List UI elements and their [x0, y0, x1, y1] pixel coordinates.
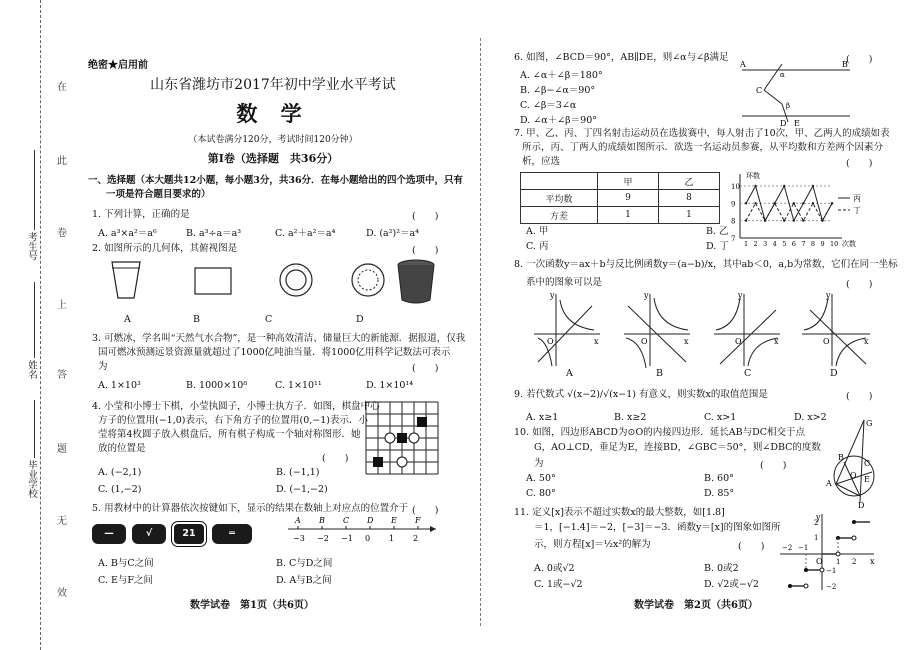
- table-cell: 1: [659, 207, 720, 224]
- q4-chessboard: [362, 398, 444, 478]
- q11-option-b[interactable]: B. 0或2: [704, 563, 739, 574]
- q4-line-4: 放的位置是: [98, 443, 146, 454]
- q10-option-b[interactable]: B. 60°: [704, 473, 734, 484]
- q11-label: −2: [782, 544, 793, 552]
- q10-label: E: [864, 475, 870, 484]
- number-line-number: −3: [293, 534, 305, 543]
- minus-key[interactable]: —: [92, 524, 126, 544]
- binding-char: 此: [57, 156, 67, 167]
- axis-label-y: y: [550, 291, 555, 300]
- q11-option-a[interactable]: A. 0或√2: [534, 563, 575, 574]
- q3-line-1: 3. 可燃冰，学名叫“天然气水合物”，是一种高效清洁、储量巨大的新能源．据报道，仅我: [92, 333, 466, 344]
- q11-line-1: 11. 定义[x]表示不超过实数x的最大整数，如[1.8]: [514, 507, 725, 518]
- binding-char: 卷: [57, 228, 67, 239]
- q8-option-b-graph[interactable]: [624, 294, 690, 368]
- x-axis-title: 次数: [842, 240, 856, 248]
- q4-line-1: 4. 小莹和小博士下棋，小莹执圆子，小博士执方子．如图，棋盘中心: [92, 401, 380, 412]
- binding-char: 无: [57, 516, 67, 527]
- square-piece: [417, 417, 427, 427]
- q11-label: 1: [836, 558, 841, 566]
- x-tick-label: 9: [820, 240, 825, 248]
- q11-label: −1: [826, 567, 837, 575]
- q8-answer-paren[interactable]: ( ): [846, 279, 873, 290]
- round-piece: [385, 433, 395, 443]
- q3-option-b[interactable]: B. 1000×10⁸: [186, 380, 248, 391]
- name-field[interactable]: [34, 282, 35, 358]
- binding-char: 效: [57, 588, 67, 599]
- data-point: [745, 202, 747, 204]
- secret-mark: 绝密★启用前: [88, 60, 148, 71]
- y-tick-label: 8: [731, 217, 736, 226]
- data-point: [812, 202, 814, 204]
- data-point: [745, 219, 747, 221]
- candidate-number-field[interactable]: [34, 150, 35, 230]
- x-tick-label: 3: [763, 240, 768, 248]
- q8-label-a: A: [566, 368, 573, 379]
- q6-figure: [736, 58, 856, 128]
- q4-option-d[interactable]: D. (−1,−2): [276, 484, 328, 495]
- q10-label: O: [850, 471, 857, 480]
- q7-answer-paren[interactable]: ( ): [846, 158, 873, 169]
- q9-answer-paren[interactable]: ( ): [846, 391, 873, 402]
- q5-key-sequence: [92, 522, 258, 546]
- axis-label-origin: O: [547, 337, 554, 346]
- q7-option-c[interactable]: C. 丙: [526, 241, 549, 252]
- section-title: 第Ⅰ卷（选择题 共36分）: [207, 152, 339, 165]
- table-cell: 平均数: [521, 190, 598, 207]
- binding-char: 题: [57, 444, 67, 455]
- q11-label: 2: [852, 558, 857, 566]
- q7-line-1: 7. 甲、乙、丙、丁四名射击运动员在选拔赛中，每人射击了10次，甲、乙两人的成绩如表: [514, 128, 890, 139]
- table-cell: 甲: [598, 173, 659, 190]
- square-piece: [397, 433, 407, 443]
- data-point: [754, 185, 756, 187]
- table-cell: [521, 173, 598, 190]
- q10-label: A: [826, 479, 832, 488]
- q2-option-a-figure[interactable]: [195, 268, 231, 294]
- q2-solid-figure: [112, 262, 140, 298]
- q11-label: x: [870, 557, 875, 566]
- binding-char: 上: [57, 300, 67, 311]
- axis-label-y: y: [738, 291, 743, 300]
- y-tick-label: 10: [731, 183, 740, 191]
- number-line-number: −2: [317, 534, 329, 543]
- q3-option-a[interactable]: A. 1×10³: [98, 380, 141, 391]
- y-tick-label: 9: [731, 200, 736, 209]
- q10-line-3: 为: [534, 458, 544, 469]
- q2-label-d: D: [356, 314, 364, 325]
- sqrt-key[interactable]: √: [132, 524, 166, 544]
- q1-option-b[interactable]: B. a³÷a＝a³: [186, 228, 242, 239]
- footer-page-1: 数学试卷 第1页（共6页）: [190, 600, 314, 611]
- data-point: [754, 202, 756, 204]
- table-cell: 方差: [521, 207, 598, 224]
- data-point: [764, 219, 766, 221]
- q10-label: G: [866, 419, 873, 428]
- q4-answer-paren[interactable]: ( ): [322, 453, 349, 464]
- q9-option-a[interactable]: A. x≥1: [526, 412, 559, 423]
- x-tick-label: 10: [830, 240, 839, 248]
- axis-label-x: x: [594, 337, 599, 346]
- binding-line: [40, 0, 41, 650]
- q6-label: E: [794, 119, 800, 128]
- subject-title: 数 学: [236, 101, 310, 126]
- number-line-number: 0: [365, 534, 371, 543]
- q11-line-2: ＝1，[−1.4]＝−2，[−3]＝−3．函数y＝[x]的图象如图所: [534, 522, 781, 533]
- q3-answer-paren[interactable]: ( ): [412, 363, 439, 374]
- legend-label: 丙: [853, 194, 861, 203]
- instruction-line-2: 一项是符合题目要求的）: [106, 189, 211, 200]
- data-point: [831, 202, 833, 204]
- number-line-letter: B: [319, 516, 325, 525]
- q8-label-b: B: [656, 368, 663, 379]
- school-field[interactable]: [34, 400, 35, 458]
- exam-title: 山东省潍坊市2017年初中学业水平考试: [150, 77, 396, 93]
- q11-label: −1: [798, 544, 809, 552]
- page-divider: [480, 38, 481, 626]
- q11-label: 1: [814, 534, 819, 542]
- q2-option-b-figure[interactable]: [280, 264, 312, 296]
- q6-label: B: [842, 60, 848, 69]
- q6-label: A: [740, 60, 746, 69]
- q8-stem-1: 8. 一次函数y＝ax＋b与反比例函数y＝(a−b)/x，其中ab＜0，a,b为常数，它们在同一坐标: [514, 259, 898, 270]
- q6-label: α: [780, 71, 785, 79]
- q6-label: β: [786, 102, 791, 110]
- q10-line-1: 10. 如图，四边形ABCD为⊙O的内接四边形．延长AB与DC相交于点: [514, 427, 806, 438]
- data-point: [821, 219, 823, 221]
- data-point: [783, 185, 785, 187]
- axis-label-origin: O: [641, 337, 648, 346]
- q6-label: C: [756, 86, 763, 95]
- data-point: [783, 219, 785, 221]
- q7-option-b[interactable]: B. 乙: [706, 226, 729, 237]
- x-tick-label: 2: [753, 240, 758, 248]
- q5-number-line: [284, 514, 440, 548]
- digits-key[interactable]: 21: [172, 522, 206, 546]
- q9-option-d[interactable]: D. x>2: [794, 412, 827, 423]
- q10-label: D: [858, 501, 865, 508]
- name-label: 姓名: [26, 360, 37, 379]
- x-tick-label: 6: [791, 240, 796, 248]
- number-line-number: 2: [413, 534, 419, 543]
- number-line-letter: D: [367, 516, 374, 525]
- table-cell: 1: [598, 207, 659, 224]
- square-piece: [373, 457, 383, 467]
- q1-stem: 1. 下列计算，正确的是: [92, 209, 190, 220]
- q5-option-a[interactable]: A. B与C之间: [98, 558, 154, 569]
- q11-label: O: [816, 557, 823, 566]
- q10-option-a[interactable]: A. 50°: [526, 473, 556, 484]
- table-row: [521, 207, 720, 224]
- number-line-letter: A: [295, 516, 301, 525]
- q10-option-c[interactable]: C. 80°: [526, 488, 556, 499]
- table-cell: 乙: [659, 173, 720, 190]
- school-label: 毕业学校: [26, 460, 37, 498]
- q1-answer-paren[interactable]: ( ): [412, 211, 439, 222]
- q4-line-3: 莹将第4枚圆子放入棋盘后，所有棋子构成一个轴对称图形．她: [98, 429, 361, 440]
- round-piece: [397, 457, 407, 467]
- q7-option-d[interactable]: D. 丁: [706, 241, 729, 252]
- q11-step-graph: [778, 512, 878, 592]
- number-line-letter: C: [343, 516, 350, 525]
- q8-label-c: C: [744, 368, 752, 379]
- q8-option-c-graph[interactable]: [714, 294, 780, 366]
- data-point: [793, 219, 795, 221]
- q11-option-c[interactable]: C. 1或−√2: [534, 579, 583, 590]
- q6-label: D: [780, 119, 787, 128]
- data-point: [812, 185, 814, 187]
- q8-graphs: [530, 290, 880, 380]
- axis-label-origin: O: [735, 337, 742, 346]
- number-line-number: −1: [341, 534, 353, 543]
- q8-option-d-graph[interactable]: [802, 294, 870, 366]
- q7-option-a[interactable]: A. 甲: [526, 226, 549, 237]
- candidate-number-label: 考生号: [26, 232, 37, 261]
- round-piece: [409, 433, 419, 443]
- q10-label: C: [864, 459, 871, 468]
- q6-option-d[interactable]: D. ∠α＋∠β＝90°: [520, 115, 597, 126]
- number-line-letter: E: [391, 516, 397, 525]
- q7-line-2: 所示，丙、丁两人的成绩如图所示．欲选一名运动员参赛，从平均数和方差两个因素分: [522, 142, 884, 153]
- binding-char: 在: [57, 82, 67, 93]
- q11-label: y: [816, 513, 821, 522]
- footer-page-2: 数学试卷 第2页（共6页）: [634, 600, 758, 611]
- x-tick-label: 5: [782, 240, 787, 248]
- axis-label-x: x: [864, 337, 869, 346]
- x-tick-label: 8: [810, 240, 816, 248]
- q10-answer-paren[interactable]: ( ): [760, 460, 787, 471]
- y-tick-label: 7: [731, 235, 736, 243]
- q10-label: B: [838, 453, 844, 462]
- q6-option-b[interactable]: B. ∠β−∠α＝90°: [520, 85, 596, 96]
- q5-option-c[interactable]: C. E与F之间: [98, 575, 153, 586]
- q2-label-b: B: [193, 314, 200, 325]
- table-row: [521, 190, 720, 207]
- series-line-丁: [746, 203, 832, 220]
- q7-line-3: 析，应选: [522, 156, 561, 167]
- q1-option-d[interactable]: D. (a²)²＝a⁴: [366, 228, 419, 239]
- q2-option-d-figure[interactable]: [398, 260, 434, 303]
- q9-option-b[interactable]: B. x≥2: [614, 412, 647, 423]
- q10-circle-figure: [820, 416, 878, 508]
- q11-label: −2: [826, 583, 837, 591]
- table-cell: 8: [659, 190, 720, 207]
- q6-option-a[interactable]: A. ∠α＋∠β＝180°: [520, 70, 603, 81]
- q4-option-b[interactable]: B. (−1,1): [276, 467, 320, 478]
- q10-line-2: G，AO⊥CD，垂足为E，连接BD，∠GBC＝50°，则∠DBC的度数: [534, 442, 821, 453]
- q3-option-c[interactable]: C. 1×10¹¹: [275, 380, 322, 391]
- exam-note: （本试卷满分120分，考试时间120分钟）: [188, 135, 358, 145]
- q8-option-a-graph[interactable]: [534, 294, 600, 366]
- q6-option-c[interactable]: C. ∠β＝3∠α: [520, 100, 577, 111]
- q7-line-chart: [730, 170, 876, 252]
- q3-option-d[interactable]: D. 1×10¹⁴: [366, 380, 414, 391]
- q2-stem: 2. 如图所示的几何体，其俯视图是: [92, 243, 238, 254]
- q2-label-c: C: [265, 314, 273, 325]
- q3-line-2: 国可燃冰预测远景资源量就超过了1000亿吨油当量．将1000亿用科学记数法可表示: [98, 347, 451, 358]
- q9-stem: 9. 若代数式 √(x−2)/√(x−1) 有意义，则实数x的取值范围是: [514, 389, 768, 400]
- q11-answer-paren[interactable]: ( ): [738, 541, 765, 552]
- q1-option-c[interactable]: C. a²＋a²＝a⁴: [275, 228, 336, 239]
- q11-option-d[interactable]: D. √2或−√2: [704, 579, 759, 590]
- number-line-number: 1: [389, 534, 395, 543]
- q5-option-b[interactable]: B. C与D之间: [276, 558, 333, 569]
- q1-option-a[interactable]: A. a³×a²＝a⁶: [98, 228, 157, 239]
- q4-option-c[interactable]: C. (1,−2): [98, 484, 142, 495]
- q8-stem-2: 系中的图象可以是: [526, 277, 603, 288]
- q4-option-a[interactable]: A. (−2,1): [98, 467, 142, 478]
- q11-line-3: 示，则方程[x]＝½x²的解为: [534, 539, 651, 550]
- axis-label-x: x: [684, 337, 689, 346]
- q6-answer-paren[interactable]: ( ): [846, 54, 873, 65]
- axis-label-y: y: [644, 291, 649, 300]
- axis-label-x: x: [774, 337, 779, 346]
- axis-label-y: y: [826, 291, 831, 300]
- q5-answer-paren[interactable]: ( ): [412, 505, 439, 516]
- q2-option-c-figure[interactable]: [352, 264, 384, 296]
- table-cell: 9: [598, 190, 659, 207]
- data-point: [802, 219, 804, 221]
- q2-label-a: A: [124, 314, 131, 325]
- x-tick-label: 4: [772, 240, 777, 248]
- q2-answer-paren[interactable]: ( ): [412, 245, 439, 256]
- axis-label-origin: O: [823, 337, 830, 346]
- q7-score-table: [520, 172, 720, 224]
- x-tick-label: 1: [744, 240, 749, 248]
- x-tick-label: 7: [801, 240, 806, 248]
- instruction-line-1: 一、选择题（本大题共12小题，每小题3分，共36分．在每小题给出的四个选项中，只有: [88, 175, 464, 186]
- data-point: [802, 202, 804, 204]
- equals-key[interactable]: ═: [212, 524, 252, 544]
- data-point: [773, 202, 775, 204]
- q6-stem: 6. 如图，∠BCD＝90°，AB∥DE，则∠α与∠β满足: [514, 52, 729, 63]
- legend-label: 丁: [853, 206, 861, 215]
- data-point: [793, 202, 795, 204]
- binding-char: 答: [57, 370, 67, 381]
- q9-option-c[interactable]: C. x>1: [704, 412, 737, 423]
- q5-stem: 5. 用教材中的计算器依次按键如下，显示的结果在数轴上对应点的位置介于: [92, 503, 409, 514]
- q11-label: 2: [814, 519, 819, 527]
- q8-label-d: D: [830, 368, 838, 379]
- q3-line-3: 为: [98, 361, 108, 372]
- q4-line-2: 方子的位置用(−1,0)表示，右下角方子的位置用(0,−1)表示．小: [98, 415, 368, 426]
- table-header-row: [521, 173, 720, 190]
- q10-option-d[interactable]: D. 85°: [704, 488, 735, 499]
- q5-option-d[interactable]: D. A与B之间: [276, 575, 332, 586]
- number-line-letter: F: [415, 516, 421, 525]
- y-axis-title: 环数: [746, 172, 760, 180]
